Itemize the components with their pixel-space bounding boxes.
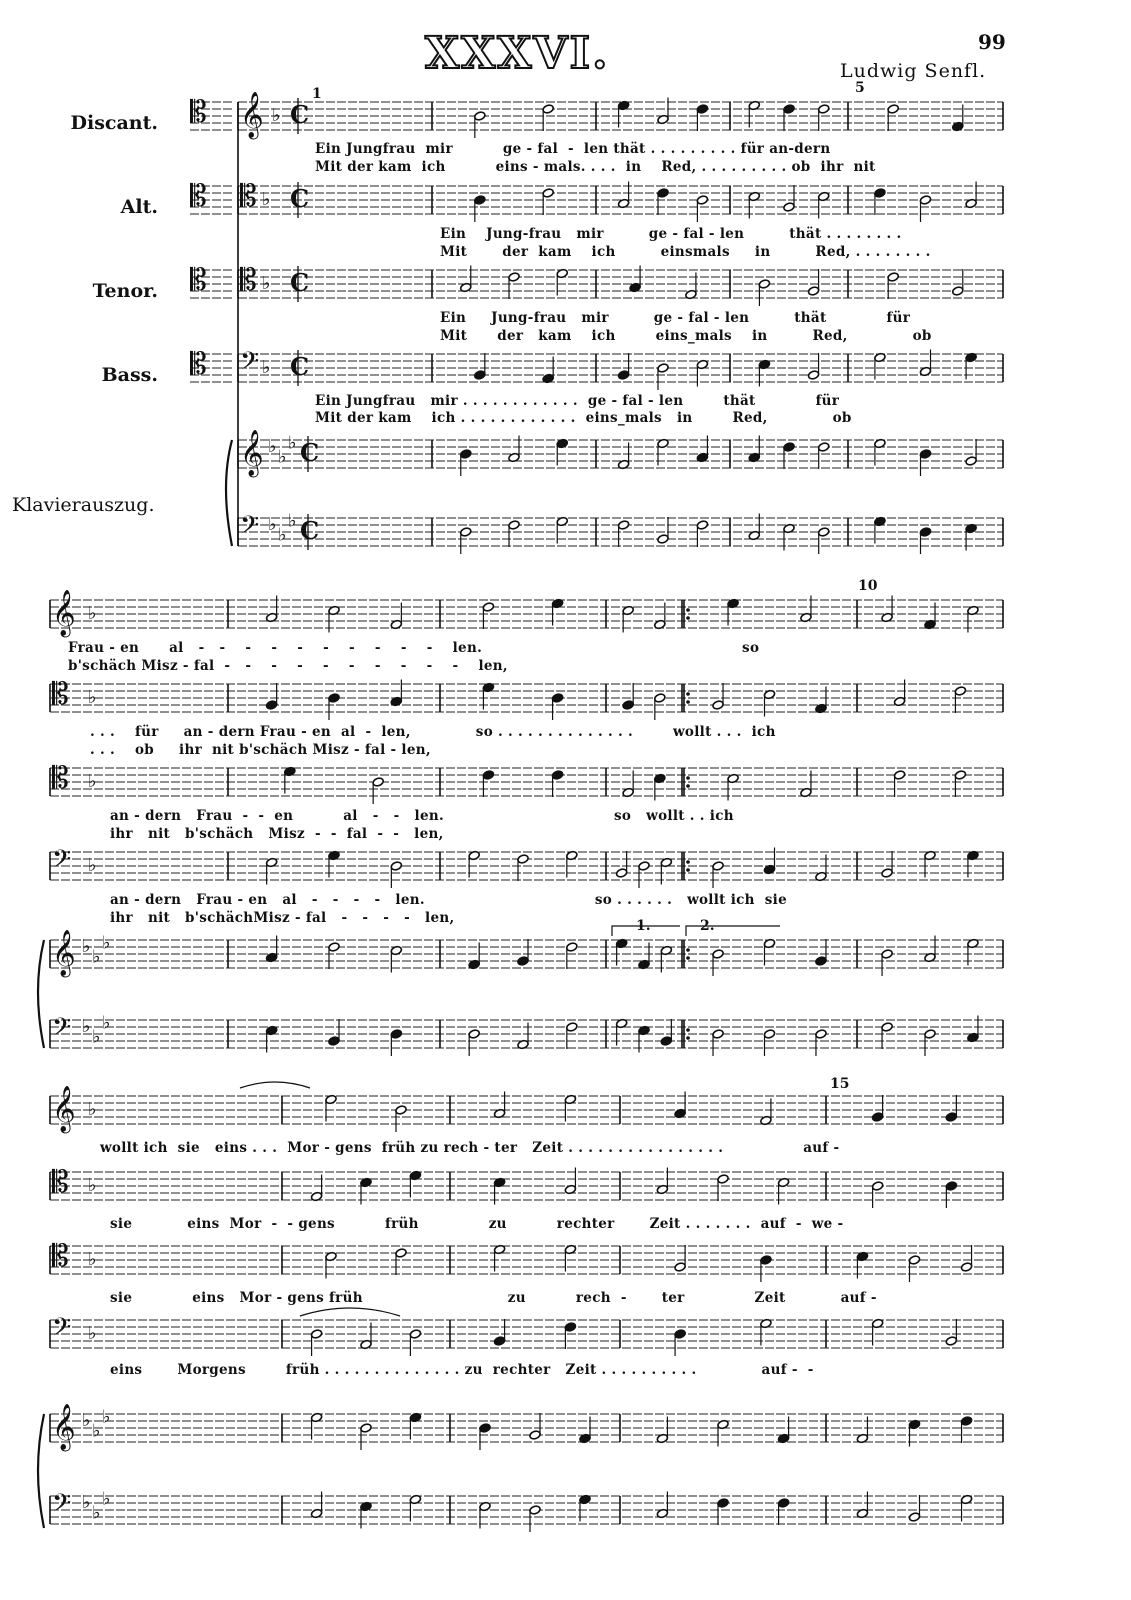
system3-piano0-note — [960, 1416, 972, 1426]
system1-voice2-note — [952, 286, 964, 296]
lyric-discant-s1-line2: Mit der kam ich eins - mals. . . . in Red, . . . . . . . . . ob ihr nit — [315, 159, 876, 175]
system2-piano0-key-flat-2: ♭ — [92, 946, 101, 968]
system1-voice3-note — [807, 370, 819, 380]
system2-piano1-note — [881, 1022, 893, 1032]
system2-voice3-note — [616, 868, 628, 878]
system1-voice0-key-flat: ♭ — [272, 105, 281, 126]
system1-piano1-key-flat-1: ♭ — [268, 514, 277, 535]
system2-voice0-note — [482, 602, 494, 612]
system1-piano1-timesig: C — [300, 516, 320, 545]
system1-voice1-note — [919, 195, 931, 205]
system3-voice0-note — [872, 1112, 884, 1122]
system2-piano1-key-flat-1: ♭ — [82, 1016, 91, 1037]
lyric-bass-s2-line1: an - dern Frau - en al - - - - len. so . . . . . . wollt ich sie — [110, 892, 787, 908]
system3-voice0-clef: 𝄞 — [52, 1086, 76, 1132]
system2-voice3-note — [638, 861, 650, 871]
system3-voice2-note — [760, 1255, 772, 1265]
repeat-dot — [686, 784, 690, 788]
second-ending-label: 2. — [700, 918, 715, 934]
system3-piano0-clef: 𝄞 — [52, 1404, 76, 1450]
system3-voice0-note — [945, 1112, 957, 1122]
system2-voice3-note — [712, 861, 724, 871]
system3-piano1-note — [529, 1505, 541, 1515]
repeat-dot — [686, 1028, 690, 1032]
lyric-alt-s1-line2: Mit der kam ich einsmals in Red, . . . . . . . . — [440, 244, 931, 260]
lyric-alt-s2-line1: . . . für an - dern Frau - en al - len, so . . . . . . . . . . . . . . wollt . . . ich — [90, 724, 776, 740]
system1-voice1-note — [783, 202, 795, 212]
system3-voice0-key-flat: ♭ — [88, 1099, 97, 1120]
system1-piano1-key-flat-2: ♭ — [278, 524, 287, 546]
system1-piano1-note — [696, 520, 708, 530]
lyric-alt-s2-line2: . . . ob ihr nit b'schäch Misz - fal - len, — [90, 742, 431, 758]
system1-voice1-clef: 𝄡 — [240, 179, 257, 214]
lyric-discant-s2-line1: Frau - en al - - - - - - - - - - len. so — [68, 640, 760, 656]
system3-piano-brace — [38, 1414, 44, 1528]
system1-voice3-key-flat: ♭ — [262, 357, 271, 378]
repeat-dot — [686, 868, 690, 872]
system1-piano0-timesig: C — [300, 438, 320, 467]
system2-voice3-clef: 𝄢 — [52, 845, 72, 880]
system2-voice1-note — [622, 700, 634, 710]
system2-voice0-clef: 𝄞 — [52, 590, 76, 636]
lyric-alt-s1-line1: Ein Jung-frau mir ge - fal - len thät . . . . . . . . — [440, 226, 902, 242]
system3-voice2-note — [908, 1255, 920, 1265]
system1-voice0-clef: 𝄞 — [240, 92, 264, 138]
system3-voice2-key-flat: ♭ — [88, 1249, 97, 1270]
system2-piano0-clef: 𝄞 — [52, 930, 76, 976]
voice-label-discant: Discant. — [70, 112, 158, 134]
system3-voice3-clef: 𝄢 — [52, 1313, 72, 1348]
system3-voice1-note — [717, 1174, 729, 1184]
incipit-clef-0: 𝄡 — [190, 95, 207, 130]
system2-voice1-note — [551, 693, 563, 703]
system2-voice3-key-flat: ♭ — [88, 855, 97, 876]
system2-voice2-note — [954, 770, 966, 780]
system3-voice3-key-flat: ♭ — [88, 1323, 97, 1344]
system2-voice2-note — [482, 770, 494, 780]
system1-voice2-note — [508, 272, 520, 282]
system2-voice2-key-flat: ♭ — [88, 771, 97, 792]
system2-piano1-note — [712, 1029, 724, 1039]
system1-voice2-key-flat: ♭ — [262, 273, 271, 294]
measure-number-1: 1 — [312, 86, 322, 102]
lyric-bass-s1-line2: Mit der kam ich . . . . . . . . . . . . eins_mals in Red, ob — [315, 410, 852, 426]
system2-voice0-key-flat: ♭ — [88, 603, 97, 624]
system3-voice3-note — [310, 1329, 322, 1339]
system3-piano1-note — [717, 1498, 729, 1508]
system1-voice0-timesig: C — [290, 100, 310, 129]
system1-voice2-clef: 𝄡 — [240, 263, 257, 298]
system3-piano1-key-flat-2: ♭ — [92, 1502, 101, 1524]
incipit-clef-1: 𝄡 — [190, 179, 207, 214]
system2-voice2-note — [372, 777, 384, 787]
system1-voice0-note — [542, 104, 554, 114]
system1-voice0-note — [887, 104, 899, 114]
system1-voice3-note — [657, 363, 669, 373]
system1-piano0-note — [783, 442, 795, 452]
system2-voice1-note — [266, 700, 278, 710]
system1-piano0-note — [965, 456, 977, 466]
first-ending-label: 1. — [636, 918, 651, 934]
system2-piano1-key-flat-3: ♭ — [102, 1012, 111, 1034]
system1-piano1-note — [657, 534, 669, 544]
system1-piano-brace — [226, 440, 232, 546]
lyric-tenor-s2-line2: ihr nit b'schäch Misz - - fal - - len, — [110, 826, 444, 842]
system2-piano0-note — [328, 942, 340, 952]
system2-piano1-note — [660, 1036, 672, 1046]
system2-voice2-note — [551, 770, 563, 780]
measure-number-5: 5 — [855, 80, 865, 96]
system3-voice1-key-flat: ♭ — [88, 1175, 97, 1196]
system3-voice2-note — [674, 1262, 686, 1272]
system2-voice2-note — [893, 770, 905, 780]
page-number: 99 — [978, 30, 1006, 54]
system3-piano1-note — [777, 1498, 789, 1508]
repeat-dot — [686, 776, 690, 780]
system2-voice3-note — [390, 861, 402, 871]
system1-piano1-note — [617, 520, 629, 530]
system2-piano1-note — [815, 1029, 827, 1039]
system1-voice3-clef: 𝄢 — [240, 347, 260, 382]
repeat-dot — [686, 860, 690, 864]
system3-piano1-key-flat-1: ♭ — [82, 1492, 91, 1513]
measure-number-10: 10 — [858, 578, 878, 594]
lyric-tenor-s1-line1: Ein Jung-frau mir ge - fal - len thät für — [440, 310, 911, 326]
system1-voice1-note — [696, 195, 708, 205]
lyric-discant-s3: wollt ich sie eins . . . Mor - gens früh zu rech - ter Zeit . . . . . . . . . . . . . . . . auf - — [100, 1140, 840, 1156]
system1-voice1-timesig: C — [290, 184, 310, 213]
system2-voice2-clef: 𝄡 — [52, 761, 69, 796]
system2-voice1-note — [328, 693, 340, 703]
system3-voice3-note — [493, 1336, 505, 1346]
system1-voice0-note — [818, 104, 830, 114]
system1-voice0-note — [474, 111, 486, 121]
system1-voice3-timesig: C — [290, 352, 310, 381]
system1-piano1-key-flat-3: ♭ — [288, 510, 297, 532]
system3-piano1-clef: 𝄢 — [52, 1489, 72, 1524]
system1-voice0-note — [783, 104, 795, 114]
system2-voice1-note — [954, 686, 966, 696]
system3-voice0-note — [395, 1105, 407, 1115]
system3-piano0-key-flat-3: ♭ — [102, 1406, 111, 1428]
system2-piano1-note — [468, 1029, 480, 1039]
voice-label-tenor: Tenor. — [92, 280, 158, 302]
lyric-tenor-s3: sie eins Mor - gens früh zu rech - ter Zeit auf - — [110, 1290, 877, 1306]
system1-voice1-key-flat: ♭ — [262, 189, 271, 210]
system3-piano0-note — [529, 1430, 541, 1440]
repeat-dot — [686, 608, 690, 612]
second-ending-bracket — [686, 926, 780, 936]
system1-piano0-key-flat-1: ♭ — [268, 436, 277, 457]
composer-name: Ludwig Senfl. — [840, 60, 987, 82]
system1-voice2-note — [807, 286, 819, 296]
system3-piano0-note — [360, 1423, 372, 1433]
system3-piano1-key-flat-3: ♭ — [102, 1488, 111, 1510]
system2-voice1-key-flat: ♭ — [88, 687, 97, 708]
system3-piano0-key-flat-1: ♭ — [82, 1410, 91, 1431]
system2-piano0-note — [881, 949, 893, 959]
system2-piano1-key-flat-2: ♭ — [92, 1026, 101, 1048]
system3-piano1-note — [908, 1512, 920, 1522]
slur — [240, 1082, 310, 1088]
system1-voice1-note — [474, 195, 486, 205]
system3-voice3-note — [945, 1336, 957, 1346]
first-ending-bracket — [612, 926, 680, 936]
system2-voice3-note — [881, 868, 893, 878]
repeat-dot — [686, 692, 690, 696]
lyric-discant-s1-line1: Ein Jungfrau mir ge - fal - len thät . . . . . . . . . für an-dern — [315, 141, 831, 157]
repeat-dot — [686, 616, 690, 620]
lyric-bass-s2-line2: ihr nit b'schächMisz - fal - - - - len, — [110, 910, 455, 926]
voice-label-bass: Bass. — [101, 364, 158, 386]
system2-piano1-note — [924, 1029, 936, 1039]
system3-voice3-note — [674, 1329, 686, 1339]
repeat-dot — [686, 1036, 690, 1040]
system3-voice2-clef: 𝄡 — [52, 1239, 69, 1274]
voice-label-alt: Alt. — [120, 196, 158, 218]
repeat-dot — [686, 700, 690, 704]
incipit-clef-3: 𝄡 — [190, 347, 207, 382]
system2-piano0-note — [517, 956, 529, 966]
system1-piano0-key-flat-2: ♭ — [278, 446, 287, 468]
system2-voice1-clef: 𝄡 — [52, 677, 69, 712]
slur — [300, 1308, 400, 1316]
system1-voice2-note — [887, 272, 899, 282]
system1-voice1-note — [542, 188, 554, 198]
system3-voice1-note — [872, 1181, 884, 1191]
system2-piano-brace — [38, 940, 44, 1048]
repeat-dot — [686, 956, 690, 960]
system2-piano1-note — [390, 1029, 402, 1039]
system1-voice0-note — [696, 104, 708, 114]
system3-voice3-note — [564, 1322, 576, 1332]
system2-piano0-note — [566, 942, 578, 952]
system1-voice3-note — [617, 370, 629, 380]
system2-piano1-note — [328, 1036, 340, 1046]
system1-voice1-note — [874, 188, 886, 198]
system2-piano1-note — [763, 1029, 775, 1039]
system2-voice1-note — [712, 700, 724, 710]
piece-title: XXXVI. — [425, 28, 610, 79]
repeat-dot — [686, 948, 690, 952]
system3-voice3-note — [409, 1329, 421, 1339]
system2-piano0-key-flat-1: ♭ — [82, 936, 91, 957]
system1-piano1-note — [508, 520, 520, 530]
system1-piano1-note — [818, 527, 830, 537]
system1-voice2-note — [758, 279, 770, 289]
system2-piano0-note — [815, 956, 827, 966]
system1-piano1-clef: 𝄢 — [240, 511, 260, 546]
lyric-tenor-s1-line2: Mit der kam ich eins_mals in Red, ob — [440, 328, 932, 344]
system2-voice3-note — [517, 854, 529, 864]
system1-piano0-note — [460, 449, 472, 459]
system1-piano0-note — [919, 449, 931, 459]
measure-number-15: 15 — [830, 1076, 850, 1092]
system2-piano1-note — [566, 1022, 578, 1032]
system3-piano0-key-flat-2: ♭ — [92, 1420, 101, 1442]
system3-voice1-clef: 𝄡 — [52, 1165, 69, 1200]
lyric-tenor-s2-line1: an - dern Frau - - en al - - len. so wollt . . ich — [110, 808, 734, 824]
system1-piano0-note — [818, 442, 830, 452]
lyric-bass-s1-line1: Ein Jungfrau mir . . . . . . . . . . . . ge - fal - len thät für — [315, 393, 840, 409]
system1-voice2-timesig: C — [290, 268, 310, 297]
voice-label-piano: Klavierauszug. — [12, 494, 155, 516]
system1-piano0-key-flat-3: ♭ — [288, 432, 297, 454]
lyric-bass-s3: eins Morgens früh . . . . . . . . . . . . . . zu rechter Zeit . . . . . . . . . . auf - - — [110, 1362, 814, 1378]
system2-piano1-clef: 𝄢 — [52, 1013, 72, 1048]
system1-voice3-note — [474, 370, 486, 380]
system1-piano1-note — [919, 527, 931, 537]
system3-voice2-note — [960, 1262, 972, 1272]
system2-piano0-key-flat-3: ♭ — [102, 932, 111, 954]
lyric-alt-s3: sie eins Mor - - gens früh zu rechter Zeit . . . . . . . auf - we - — [110, 1216, 844, 1232]
incipit-clef-2: 𝄡 — [190, 263, 207, 298]
system2-voice1-note — [654, 693, 666, 703]
system3-piano0-note — [479, 1423, 491, 1433]
system1-piano0-clef: 𝄞 — [240, 430, 264, 476]
lyric-discant-s2-line2: b'schäch Misz - fal - - - - - - - - - - len, — [68, 658, 508, 674]
system1-voice1-note — [657, 188, 669, 198]
system2-piano0-note — [712, 949, 724, 959]
system3-voice2-note — [395, 1248, 407, 1258]
system1-piano1-note — [460, 527, 472, 537]
system3-voice1-note — [945, 1181, 957, 1191]
